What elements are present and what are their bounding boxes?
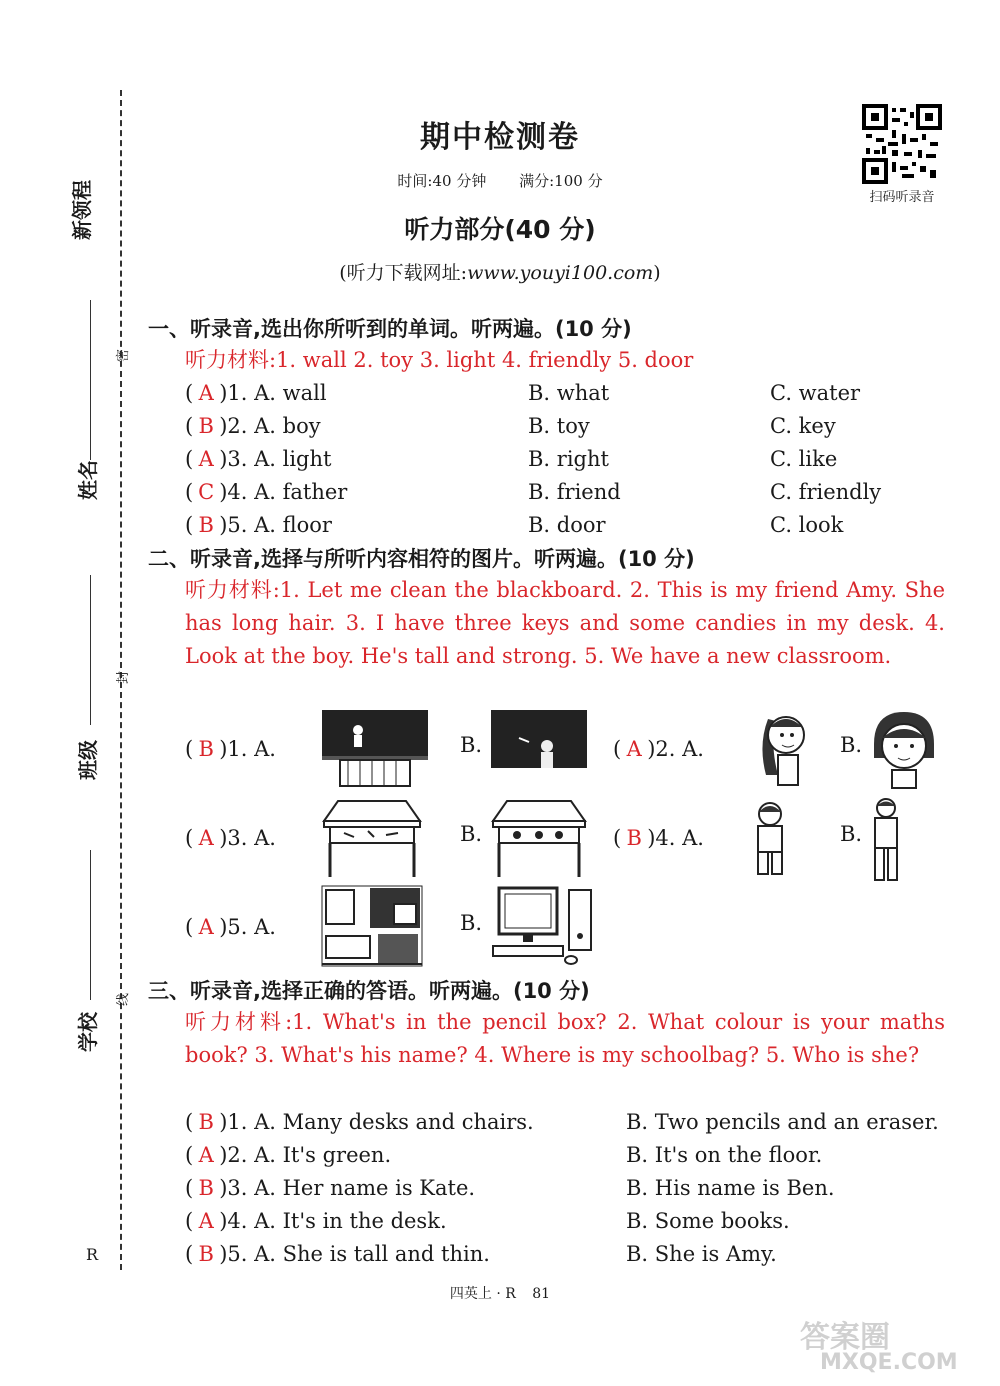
name-underline bbox=[90, 300, 91, 460]
seal-mi: 密 bbox=[116, 348, 131, 362]
s1-row-5: ( B )5. A. floor B. door C. look bbox=[185, 509, 945, 542]
s2-item-1: ( B )1. A. bbox=[185, 733, 276, 766]
s2-item-4-b-label: B. bbox=[840, 822, 863, 846]
section2-material: 听力材料:1. Let me clean the blackboard. 2. This is my friend Amy. She has long hair. 3. I have three keys and some candies in my desk. 4. Look at the boy. He's tall and strong. 5. We have a new classroom. bbox=[185, 578, 945, 668]
option-b: B. His name is Ben. bbox=[626, 1176, 835, 1200]
option-a: )4. A. It's in the desk. bbox=[219, 1209, 447, 1233]
s1-row-1: ( A )1. A. wall B. what C. water bbox=[185, 377, 945, 410]
s3-row-2: ( A )2. A. It's green. B. It's on the floor. bbox=[185, 1139, 945, 1172]
blackboard-picture-b bbox=[489, 708, 589, 774]
answer: C bbox=[198, 480, 215, 504]
desk-keys-picture-a bbox=[320, 797, 424, 879]
option-a-label: )3. A. bbox=[219, 826, 276, 850]
url-link[interactable]: www.youyi100.com bbox=[467, 262, 654, 284]
answer: A bbox=[198, 381, 214, 405]
s2-item-2-b-label: B. bbox=[840, 733, 863, 757]
option-a: )2. A. boy bbox=[219, 414, 321, 438]
seal-xian: 线 bbox=[116, 992, 131, 1006]
option-b: B. Some books. bbox=[626, 1209, 790, 1233]
section2-heading: 二、听录音,选择与所听内容相符的图片。听两遍。(10 分) bbox=[148, 547, 695, 571]
seal-feng: 封 bbox=[116, 670, 131, 684]
download-url bbox=[0, 258, 1000, 285]
option-c: C. look bbox=[770, 513, 844, 537]
class-underline bbox=[90, 575, 91, 725]
page-number: 81 bbox=[532, 1286, 551, 1302]
option-b: B. what bbox=[528, 381, 610, 405]
answer: B bbox=[198, 1176, 214, 1200]
name-label: 姓名 bbox=[76, 460, 100, 500]
option-b: B. Two pencils and an eraser. bbox=[626, 1110, 939, 1134]
boy-tall-picture-b bbox=[866, 797, 906, 883]
option-b: B. right bbox=[528, 447, 609, 471]
option-a: )4. A. father bbox=[219, 480, 348, 504]
option-c: C. friendly bbox=[770, 480, 882, 504]
option-a: )2. A. It's green. bbox=[219, 1143, 392, 1167]
blackboard-clean-picture-a bbox=[320, 708, 430, 788]
option-b: B. friend bbox=[528, 480, 621, 504]
answer: A bbox=[198, 1143, 214, 1167]
time-limit: 时间:40 分钟 bbox=[397, 172, 487, 190]
page-title: 期中检测卷 bbox=[420, 120, 580, 155]
option-c: C. like bbox=[770, 447, 838, 471]
option-c: C. water bbox=[770, 381, 861, 405]
option-a: )5. A. floor bbox=[219, 513, 332, 537]
s2-item-1-b-label: B. bbox=[460, 733, 483, 757]
option-a-label: )1. A. bbox=[219, 737, 276, 761]
girl-long-hair-picture-a bbox=[748, 705, 814, 791]
s1-row-2: ( B )2. A. boy B. toy C. key bbox=[185, 410, 945, 443]
option-a-label: )5. A. bbox=[219, 915, 276, 939]
s3-row-5: ( B )5. A. She is tall and thin. B. She is Amy. bbox=[185, 1238, 945, 1271]
answer: A bbox=[198, 826, 214, 850]
answer: A bbox=[626, 737, 642, 761]
option-b: B. door bbox=[528, 513, 606, 537]
answer: B bbox=[198, 1110, 214, 1134]
watermark-bottom: MXQE.COM bbox=[820, 1350, 958, 1375]
school-label: 学校 bbox=[76, 1012, 100, 1052]
answer: A bbox=[198, 447, 214, 471]
answer: B bbox=[198, 1242, 214, 1266]
classroom-picture-a bbox=[320, 884, 424, 968]
s2-item-5: ( A )5. A. bbox=[185, 911, 276, 944]
page-footer bbox=[0, 1283, 1000, 1303]
exam-meta bbox=[0, 170, 1000, 191]
option-c: C. key bbox=[770, 414, 836, 438]
s3-row-3: ( B )3. A. Her name is Kate. B. His name is Ben. bbox=[185, 1172, 945, 1205]
answer: A bbox=[198, 915, 214, 939]
computer-picture-b bbox=[489, 884, 595, 968]
option-b: B. She is Amy. bbox=[626, 1242, 777, 1266]
option-a: )3. A. Her name is Kate. bbox=[219, 1176, 476, 1200]
option-a: )5. A. She is tall and thin. bbox=[219, 1242, 490, 1266]
desk-candies-picture-b bbox=[489, 797, 589, 879]
s2-item-2: ( A )2. A. bbox=[613, 733, 704, 766]
s2-item-3-b-label: B. bbox=[460, 822, 483, 846]
school-underline bbox=[90, 850, 91, 1000]
s2-item-3: ( A )3. A. bbox=[185, 822, 276, 855]
url-suffix: ) bbox=[653, 262, 661, 284]
answer: B bbox=[198, 414, 214, 438]
brand-logo: 新领程 bbox=[70, 180, 94, 240]
section1-material: 听力材料:1. wall 2. toy 3. light 4. friendly 5. door bbox=[185, 348, 694, 372]
answer: B bbox=[198, 737, 214, 761]
s2-item-4: ( B )4. A. bbox=[613, 822, 704, 855]
answer: A bbox=[198, 1209, 214, 1233]
qr-code-icon bbox=[862, 104, 942, 184]
girl-short-hair-picture-b bbox=[866, 708, 942, 790]
option-a: )3. A. light bbox=[219, 447, 332, 471]
s1-row-4: ( C )4. A. father B. friend C. friendly bbox=[185, 476, 945, 509]
qr-label: 扫码听录音 bbox=[869, 190, 935, 205]
answer: B bbox=[626, 826, 642, 850]
s2-item-5-b-label: B. bbox=[460, 911, 483, 935]
full-score: 满分:100 分 bbox=[519, 172, 603, 190]
answer: B bbox=[198, 513, 214, 537]
option-b: B. It's on the floor. bbox=[626, 1143, 823, 1167]
class-label: 班级 bbox=[76, 740, 100, 780]
url-prefix: (听力下载网址: bbox=[339, 262, 468, 284]
option-b: B. toy bbox=[528, 414, 590, 438]
watermark-top: 答案圈 bbox=[800, 1320, 890, 1355]
section3-heading: 三、听录音,选择正确的答语。听两遍。(10 分) bbox=[148, 979, 590, 1003]
option-a: )1. A. Many desks and chairs. bbox=[219, 1110, 534, 1134]
boy-short-picture-a bbox=[748, 800, 792, 878]
option-a-label: )4. A. bbox=[647, 826, 704, 850]
side-r: R bbox=[86, 1245, 99, 1264]
option-a-label: )2. A. bbox=[647, 737, 704, 761]
s3-row-1: ( B )1. A. Many desks and chairs. B. Two pencils and an eraser. bbox=[185, 1106, 945, 1139]
footer-label: 四英上 · R bbox=[449, 1286, 516, 1302]
option-a: )1. A. wall bbox=[219, 381, 327, 405]
section-subtitle: 听力部分(40 分) bbox=[404, 215, 596, 244]
section3-material: 听力材料:1. What's in the pencil box? 2. What colour is your maths book? 3. What's his name? 4. Where is my schoolbag? 5. Who is she? bbox=[185, 1010, 945, 1067]
section1-heading: 一、听录音,选出你所听到的单词。听两遍。(10 分) bbox=[148, 317, 632, 341]
s1-row-3: ( A )3. A. light B. right C. like bbox=[185, 443, 945, 476]
s3-row-4: ( A )4. A. It's in the desk. B. Some books. bbox=[185, 1205, 945, 1238]
